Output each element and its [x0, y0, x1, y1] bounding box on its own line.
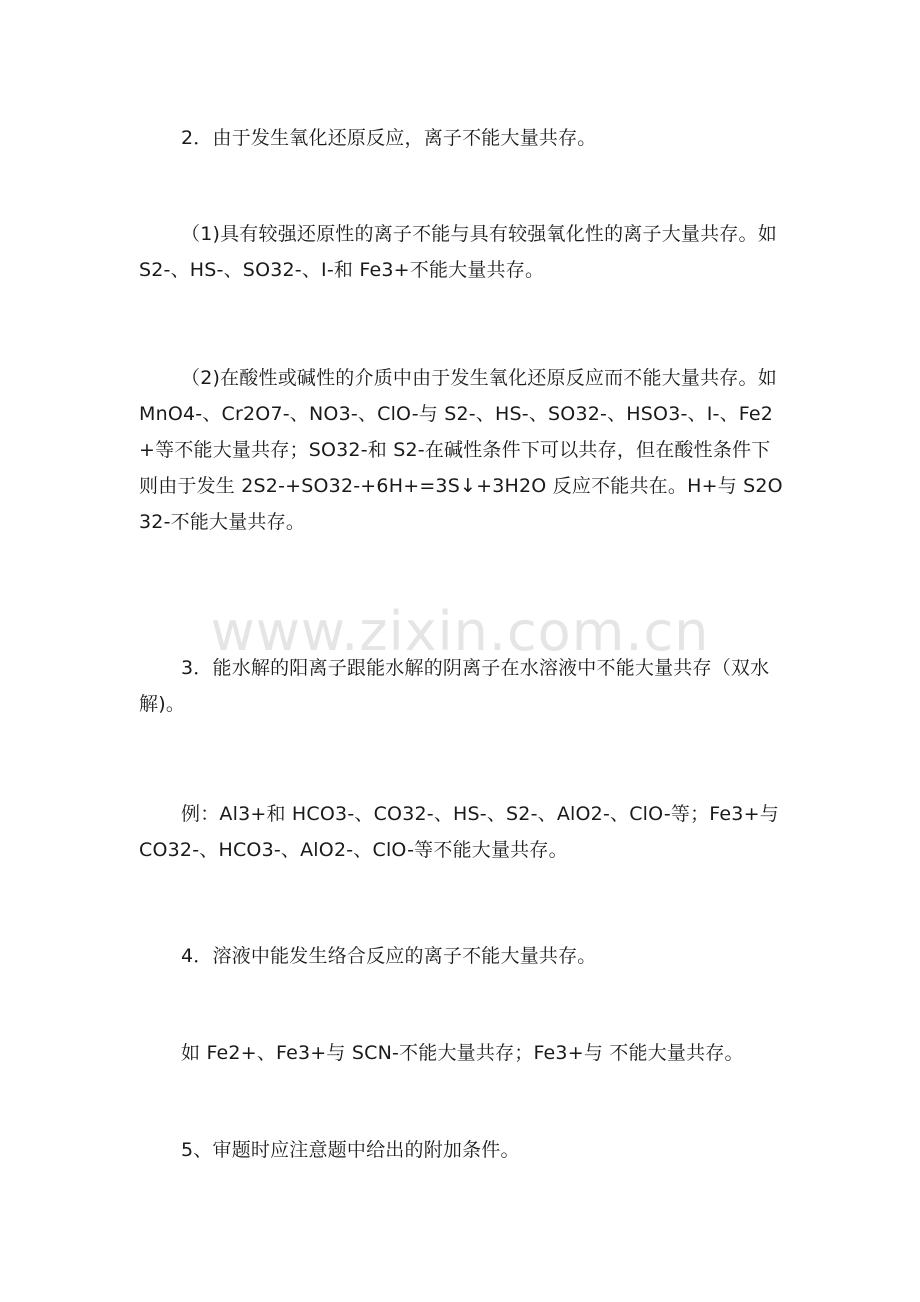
- paragraph-complexation-heading: 4．溶液中能发生络合反应的离子不能大量共存。: [181, 945, 597, 967]
- paragraph-redox-heading: 2．由于发生氧化还原反应，离子不能大量共存。: [181, 127, 597, 149]
- paragraph-acid-base-medium: （2)在酸性或碱性的介质中由于发生氧化还原反应而不能大量共存。如 MnO4-、Cr2O7-、NO3-、ClO-与 S2-、HS-、SO32-、HSO3-、I-、Fe2+等不能大量共存；SO32-和 S2-在碱性条件下可以共存，但在酸性条件下则由于发生 2S2-+SO32-+6H+=3S↓+3H2O 反应不能共在。H+与 S2O32-不能大量共存。: [139, 367, 783, 533]
- watermark: www.zixin.com.cn: [210, 600, 710, 663]
- paragraph-additional-conditions: 5、审题时应注意题中给出的附加条件。: [181, 1139, 520, 1161]
- paragraph-hydrolysis-example: 例：Al3+和 HCO3-、CO32-、HS-、S2-、AlO2-、ClO-等；Fe3+与 CO32-、HCO3-、AlO2-、ClO-等不能大量共存。: [139, 803, 779, 861]
- paragraph-complexation-example: 如 Fe2+、Fe3+与 SCN-不能大量共存；Fe3+与 不能大量共存。: [181, 1042, 744, 1064]
- paragraph-reducing-ions: （1)具有较强还原性的离子不能与具有较强氧化性的离子大量共存。如 S2-、HS-、SO32-、I-和 Fe3+不能大量共存。: [139, 223, 777, 281]
- paragraph-hydrolysis-heading: 3．能水解的阳离子跟能水解的阴离子在水溶液中不能大量共存（双水解)。: [139, 657, 770, 715]
